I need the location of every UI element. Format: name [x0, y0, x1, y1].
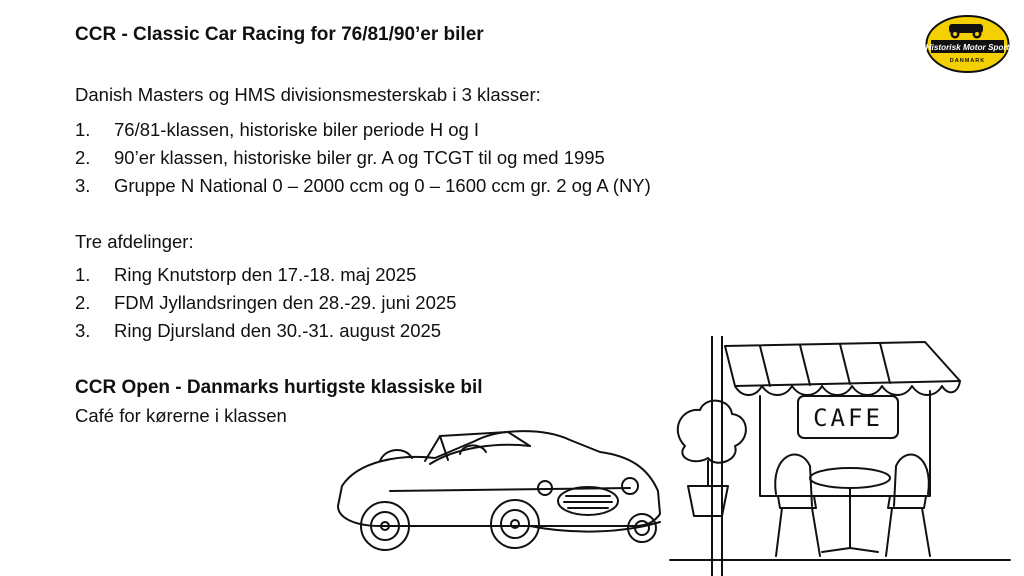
cafe-chair-right-icon — [886, 455, 930, 556]
classes-list — [75, 116, 651, 200]
car-and-cafe-illustration — [330, 336, 1020, 576]
list-number: 2. — [75, 292, 91, 313]
list-text: Gruppe N National 0 – 2000 ccm og 0 – 1600 ccm gr. 2 og A (NY) — [114, 175, 651, 196]
list-item — [75, 172, 651, 200]
list-number: 1. — [75, 264, 91, 285]
list-text: 76/81-klassen, historiske biler periode H og I — [114, 119, 480, 140]
logo-subtext: DANMARK — [949, 58, 986, 64]
list-item — [75, 116, 651, 144]
open-heading: CCR Open - Danmarks hurtigste klassiske bil — [75, 377, 483, 398]
list-number: 1. — [75, 119, 91, 140]
list-item — [75, 289, 456, 317]
logo-text: Historisk Motor Sport — [925, 43, 1010, 52]
cafe-sign-text: CAFE — [813, 404, 883, 432]
historisk-motor-sport-logo — [925, 14, 1010, 74]
cafe-text: Café for kørerne i klassen — [75, 405, 287, 426]
list-text: Ring Knutstorp den 17.-18. maj 2025 — [114, 264, 417, 285]
cafe-building-icon — [712, 336, 960, 576]
list-number: 3. — [75, 320, 91, 341]
list-item — [75, 261, 456, 289]
rounds-heading: Tre afdelinger: — [75, 231, 194, 252]
list-text: Ring Djursland den 30.-31. august 2025 — [114, 320, 442, 341]
list-item — [75, 144, 651, 172]
rounds-list — [75, 261, 456, 345]
list-number: 2. — [75, 147, 91, 168]
slide-title: CCR - Classic Car Racing for 76/81/90’er biler — [75, 24, 484, 45]
classes-intro: Danish Masters og HMS divisionsmesterskab i 3 klasser: — [75, 84, 541, 105]
classic-car-icon — [338, 431, 660, 550]
list-number: 3. — [75, 175, 91, 196]
cafe-chair-left-icon — [775, 455, 820, 556]
list-text: 90’er klassen, historiske biler gr. A og TCGT til og med 1995 — [114, 147, 605, 168]
list-text: FDM Jyllandsringen den 28.-29. juni 2025 — [114, 292, 457, 313]
cafe-table-icon — [810, 468, 890, 552]
